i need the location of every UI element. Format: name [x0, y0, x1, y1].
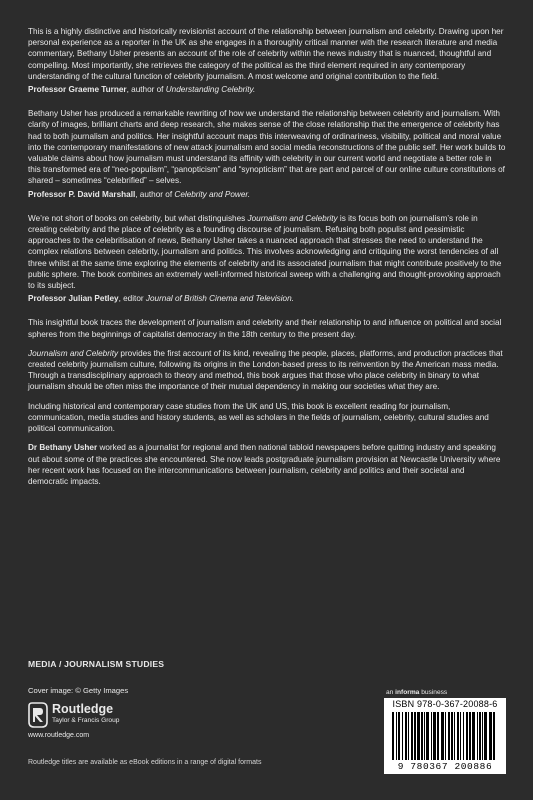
barcode-bar	[396, 712, 397, 760]
barcode-bar	[493, 712, 495, 760]
review-2-text: Bethany Usher has produced a remarkable rewriting of how we understand the relationship between celebrity and journalism. With clarity of images, brilliant charts and deep research, she makes sense of the close relationship that the emergence of celebrity has had to both journalism and politics. Her insightful account maps this interweaving of ordinariness, visibility, political and moral value into the contemporary manifestations of new attack journalism and social media reconstructions of the public self. Her work builds to valuable claims about how journalism must understand its affinity with celebrity in our current world and negotiate a better role in this transformed era of “neo-populism”, “panopticism” and “synopticism” that are part and parcel of our online culture constitutions of shared – sometimes “celebrified” – selves.	[28, 109, 506, 186]
barcode-bar	[421, 712, 423, 760]
barcode-bar	[484, 712, 487, 760]
barcode-bar	[466, 712, 468, 760]
author-bio-name: Dr Bethany Usher	[28, 443, 98, 453]
isbn-barcode	[384, 698, 506, 774]
review-1-book: Understanding Celebrity.	[165, 85, 256, 95]
barcode-bar	[441, 712, 444, 760]
barcode-bar	[426, 712, 429, 760]
review-2-author: Professor P. David Marshall	[28, 189, 136, 199]
publisher-url[interactable]: www.routledge.com	[28, 732, 90, 739]
barcode-digits: 9 780367 200886	[397, 761, 493, 772]
ebook-availability-note: Routledge titles are available as eBook editions in a range of digital formats	[28, 759, 262, 766]
blurb-book-title: Journalism and Celebrity	[28, 348, 119, 358]
routledge-r-icon	[28, 702, 48, 728]
barcode-bar	[469, 712, 471, 760]
barcode-bar	[411, 712, 413, 760]
review-3-attribution	[28, 293, 506, 304]
cover-image-credit: Cover image: © Getty Images	[28, 686, 129, 695]
review-1-attribution	[28, 84, 506, 95]
barcode-bar	[433, 712, 436, 760]
barcode-bar	[479, 712, 481, 760]
author-bio-text: worked as a journalist for regional and then national tabloid newspapers before quitting industry and speaking out about some of the practices she encountered. She now leads postgraduate journalism provision at Newcastle University where her recent work has focused on the intercommunications between journalism, celebrity and politics and their societal and democratic impacts.	[28, 443, 501, 486]
blurb-paragraph-3: Including historical and contemporary case studies from the UK and US, this book is excellent reading for journalism, communication, media studies and history students, as well as scholars in the fields of journalism, celebrity, cultural studies and political communication.	[28, 401, 489, 434]
publisher-group: Taylor & Francis Group	[52, 717, 120, 724]
barcode-bar	[460, 712, 461, 760]
informa-business-label	[386, 689, 447, 696]
author-bio	[28, 442, 506, 487]
barcode-bar	[454, 712, 455, 760]
review-3-author: Professor Julian Petley	[28, 294, 119, 304]
review-3-book: Journal of British Cinema and Television.	[145, 294, 294, 304]
blurb-paragraph-2-rest: provides the first account of its kind, revealing the people, places, platforms, and production practices that created celebrity journalism culture, following its origins in the London-based press to its reinvention by the American mass media. Through a transdisciplinary approach to theory and method, this book argues that those who place celebrity in binary to what journalism should be often miss the importance of their mutual dependency in making our societies what they are.	[28, 348, 503, 392]
review-2-author-suffix: , author of	[135, 189, 175, 199]
review-1-author-suffix: , author of	[126, 85, 166, 95]
blurb-paragraph-2	[28, 348, 506, 393]
barcode-bar	[472, 712, 475, 760]
barcode-bar	[392, 712, 394, 760]
barcode-bar	[408, 712, 409, 760]
blurb-paragraph-1: This insightful book traces the development of journalism and celebrity and their relationship to and influence on political and social spheres from the beginnings of capitalist democracy in the 18th century to the present day.	[28, 318, 502, 339]
barcode-bar	[445, 712, 446, 760]
informa-prefix: an	[386, 689, 396, 696]
barcode-bar	[489, 712, 492, 760]
barcode-bar	[405, 712, 407, 760]
barcode-bar	[448, 712, 450, 760]
barcode-bar	[402, 712, 403, 760]
barcode-bar	[431, 712, 432, 760]
barcode-bar	[457, 712, 459, 760]
barcode-bar	[463, 712, 464, 760]
back-cover-text	[28, 26, 506, 489]
subject-category: MEDIA / JOURNALISM STUDIES	[28, 659, 165, 669]
review-3-author-suffix: , editor	[118, 294, 146, 304]
barcode-bar	[437, 712, 439, 760]
review-1-author: Professor Graeme Turner	[28, 85, 127, 95]
barcode-bars	[390, 712, 500, 760]
barcode-bar	[417, 712, 420, 760]
review-3-text-before: We’re not short of books on celebrity, but what distinguishes	[28, 213, 248, 223]
informa-brand: informa	[395, 689, 420, 696]
barcode-bar	[424, 712, 425, 760]
barcode-bar	[414, 712, 416, 760]
review-1-text: This is a highly distinctive and historically revisionist account of the relationship between journalism and celebrity. Drawing upon her personal experience as a reporter in the UK as she engages in a thoroughly critical manner with the research literature and media commentary, Bethany Usher presents an account of the role of celebrity within the news industry that is nuanced, thoughtful and compelling. Most importantly, she retrieves the category of the political as the third element required in any contemporary understanding of the cultural function of celebrity journalism. A most welcome and original contribution to the field.	[28, 27, 504, 81]
barcode-bar	[398, 712, 400, 760]
review-3-title: Journalism and Celebrity	[247, 213, 338, 223]
review-2-book: Celebrity and Power.	[174, 189, 251, 199]
isbn-label: ISBN 978-0-367-20088-6	[392, 699, 498, 709]
barcode-bar	[451, 712, 453, 760]
review-3-text	[28, 213, 506, 291]
barcode-bar	[477, 712, 478, 760]
informa-suffix: business	[419, 689, 448, 696]
publisher-name: Routledge	[52, 702, 114, 716]
barcode-bar	[482, 712, 483, 760]
review-2-attribution	[28, 189, 506, 200]
review-3-text-after: is its focus both on journalism’s role in creating celebrity and the place of celebrity as a founding discourse of journalism. Refusing both populist and pessimistic approaches to the celebritisation of news, Bethany Usher takes a nuanced approach that stresses the need to understand the complex relations between celebrity, journalism and politics. This involves acknowledging and critiquing the worst tendencies of all three whilst at the same time exploring the elements of celebrity and its associated journalism that might contribute positively to the public sphere. The book combines an extremely well-informed historical sweep with a challenging and thought-provoking approach to its subject.	[28, 213, 502, 291]
